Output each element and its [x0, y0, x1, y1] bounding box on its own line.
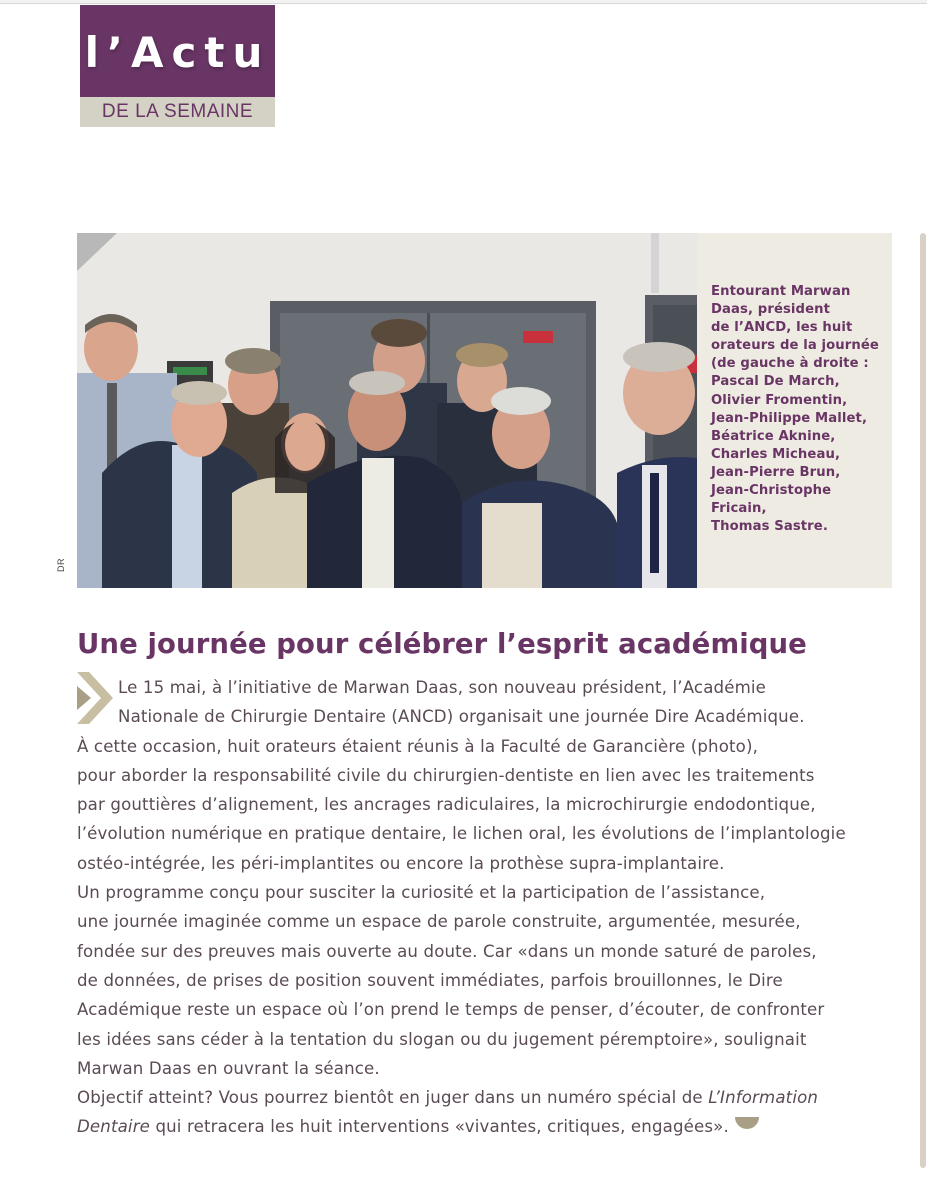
group-photo-illustration — [77, 233, 697, 588]
body-line: Académique reste un espace où l’on prend le temps de penser, d’écouter, de confronter — [77, 1000, 825, 1020]
top-rule — [0, 3, 927, 4]
body-line: une journée imaginée comme un espace de parole construite, argumentée, mesurée, — [77, 912, 801, 932]
caption-text: Entourant Marwan Daas, président de l’ANCD, les huit orateurs de la journée (de gauche à droite : Pascal De March, Olivier Fromentin, Jean-Philippe Mallet, Béatrice Aknine, Charles Micheau, Jean-Pierre Brun, Jean-Christophe Fricain, Thomas Sastre. — [711, 284, 879, 535]
body-line: Un programme conçu pour susciter la curiosité et la participation de l’assistance, — [77, 883, 766, 903]
margin-rule — [920, 233, 926, 1168]
body-line: pour aborder la responsabilité civile du chirurgien-dentiste en lien avec les traitements — [77, 765, 815, 785]
body-line: de données, de prises de position souvent immédiates, parfois brouillonnes, le Dire — [77, 970, 783, 990]
photo-credit: DR — [56, 558, 66, 572]
article-title: Une journée pour célébrer l’esprit académique — [77, 628, 807, 661]
body-line: Le 15 mai, à l’initiative de Marwan Daas, son nouveau président, l’Académie — [118, 678, 767, 697]
badge-subtitle: DE LA SEMAINE — [80, 97, 275, 127]
body-line: À cette occasion, huit orateurs étaient réunis à la Faculté de Garancière (photo), — [77, 736, 759, 756]
photo-caption — [697, 233, 892, 588]
closing-text: Objectif atteint? Vous pourrez bientôt en juger dans un numéro spécial de — [77, 1088, 709, 1108]
end-of-article-icon — [735, 1117, 759, 1129]
badge-title: l’Actu — [80, 5, 275, 97]
section-badge — [80, 5, 275, 127]
closing-text: qui retracera les huit interventions «vivantes, critiques, engagées». — [150, 1117, 729, 1137]
article-body — [77, 673, 897, 1142]
group-photo — [77, 233, 697, 588]
body-line: par gouttières d’alignement, les ancrages radiculaires, la microchirurgie endodontique, — [77, 795, 816, 815]
body-line: Marwan Daas en ouvrant la séance. — [77, 1058, 380, 1078]
body-line-closing-2 — [77, 1112, 897, 1141]
body-line: les idées sans céder à la tentation du slogan ou du jugement péremptoire», soulignait — [77, 1029, 807, 1049]
body-line-closing-1 — [77, 1083, 897, 1112]
body-line: fondée sur des preuves mais ouverte au doute. Car «dans un monde saturé de paroles, — [77, 941, 817, 961]
body-line: Nationale de Chirurgie Dentaire (ANCD) organisait une journée Dire Académique. — [118, 707, 805, 727]
body-line: ostéo-intégrée, les péri-implantites ou encore la prothèse supra-implantaire. — [77, 853, 725, 873]
publication-name: Dentaire — [77, 1117, 151, 1137]
body-line: l’évolution numérique en pratique dentaire, le lichen oral, les évolutions de l’implantologie — [77, 824, 846, 844]
publication-name: L’Information — [708, 1088, 819, 1108]
